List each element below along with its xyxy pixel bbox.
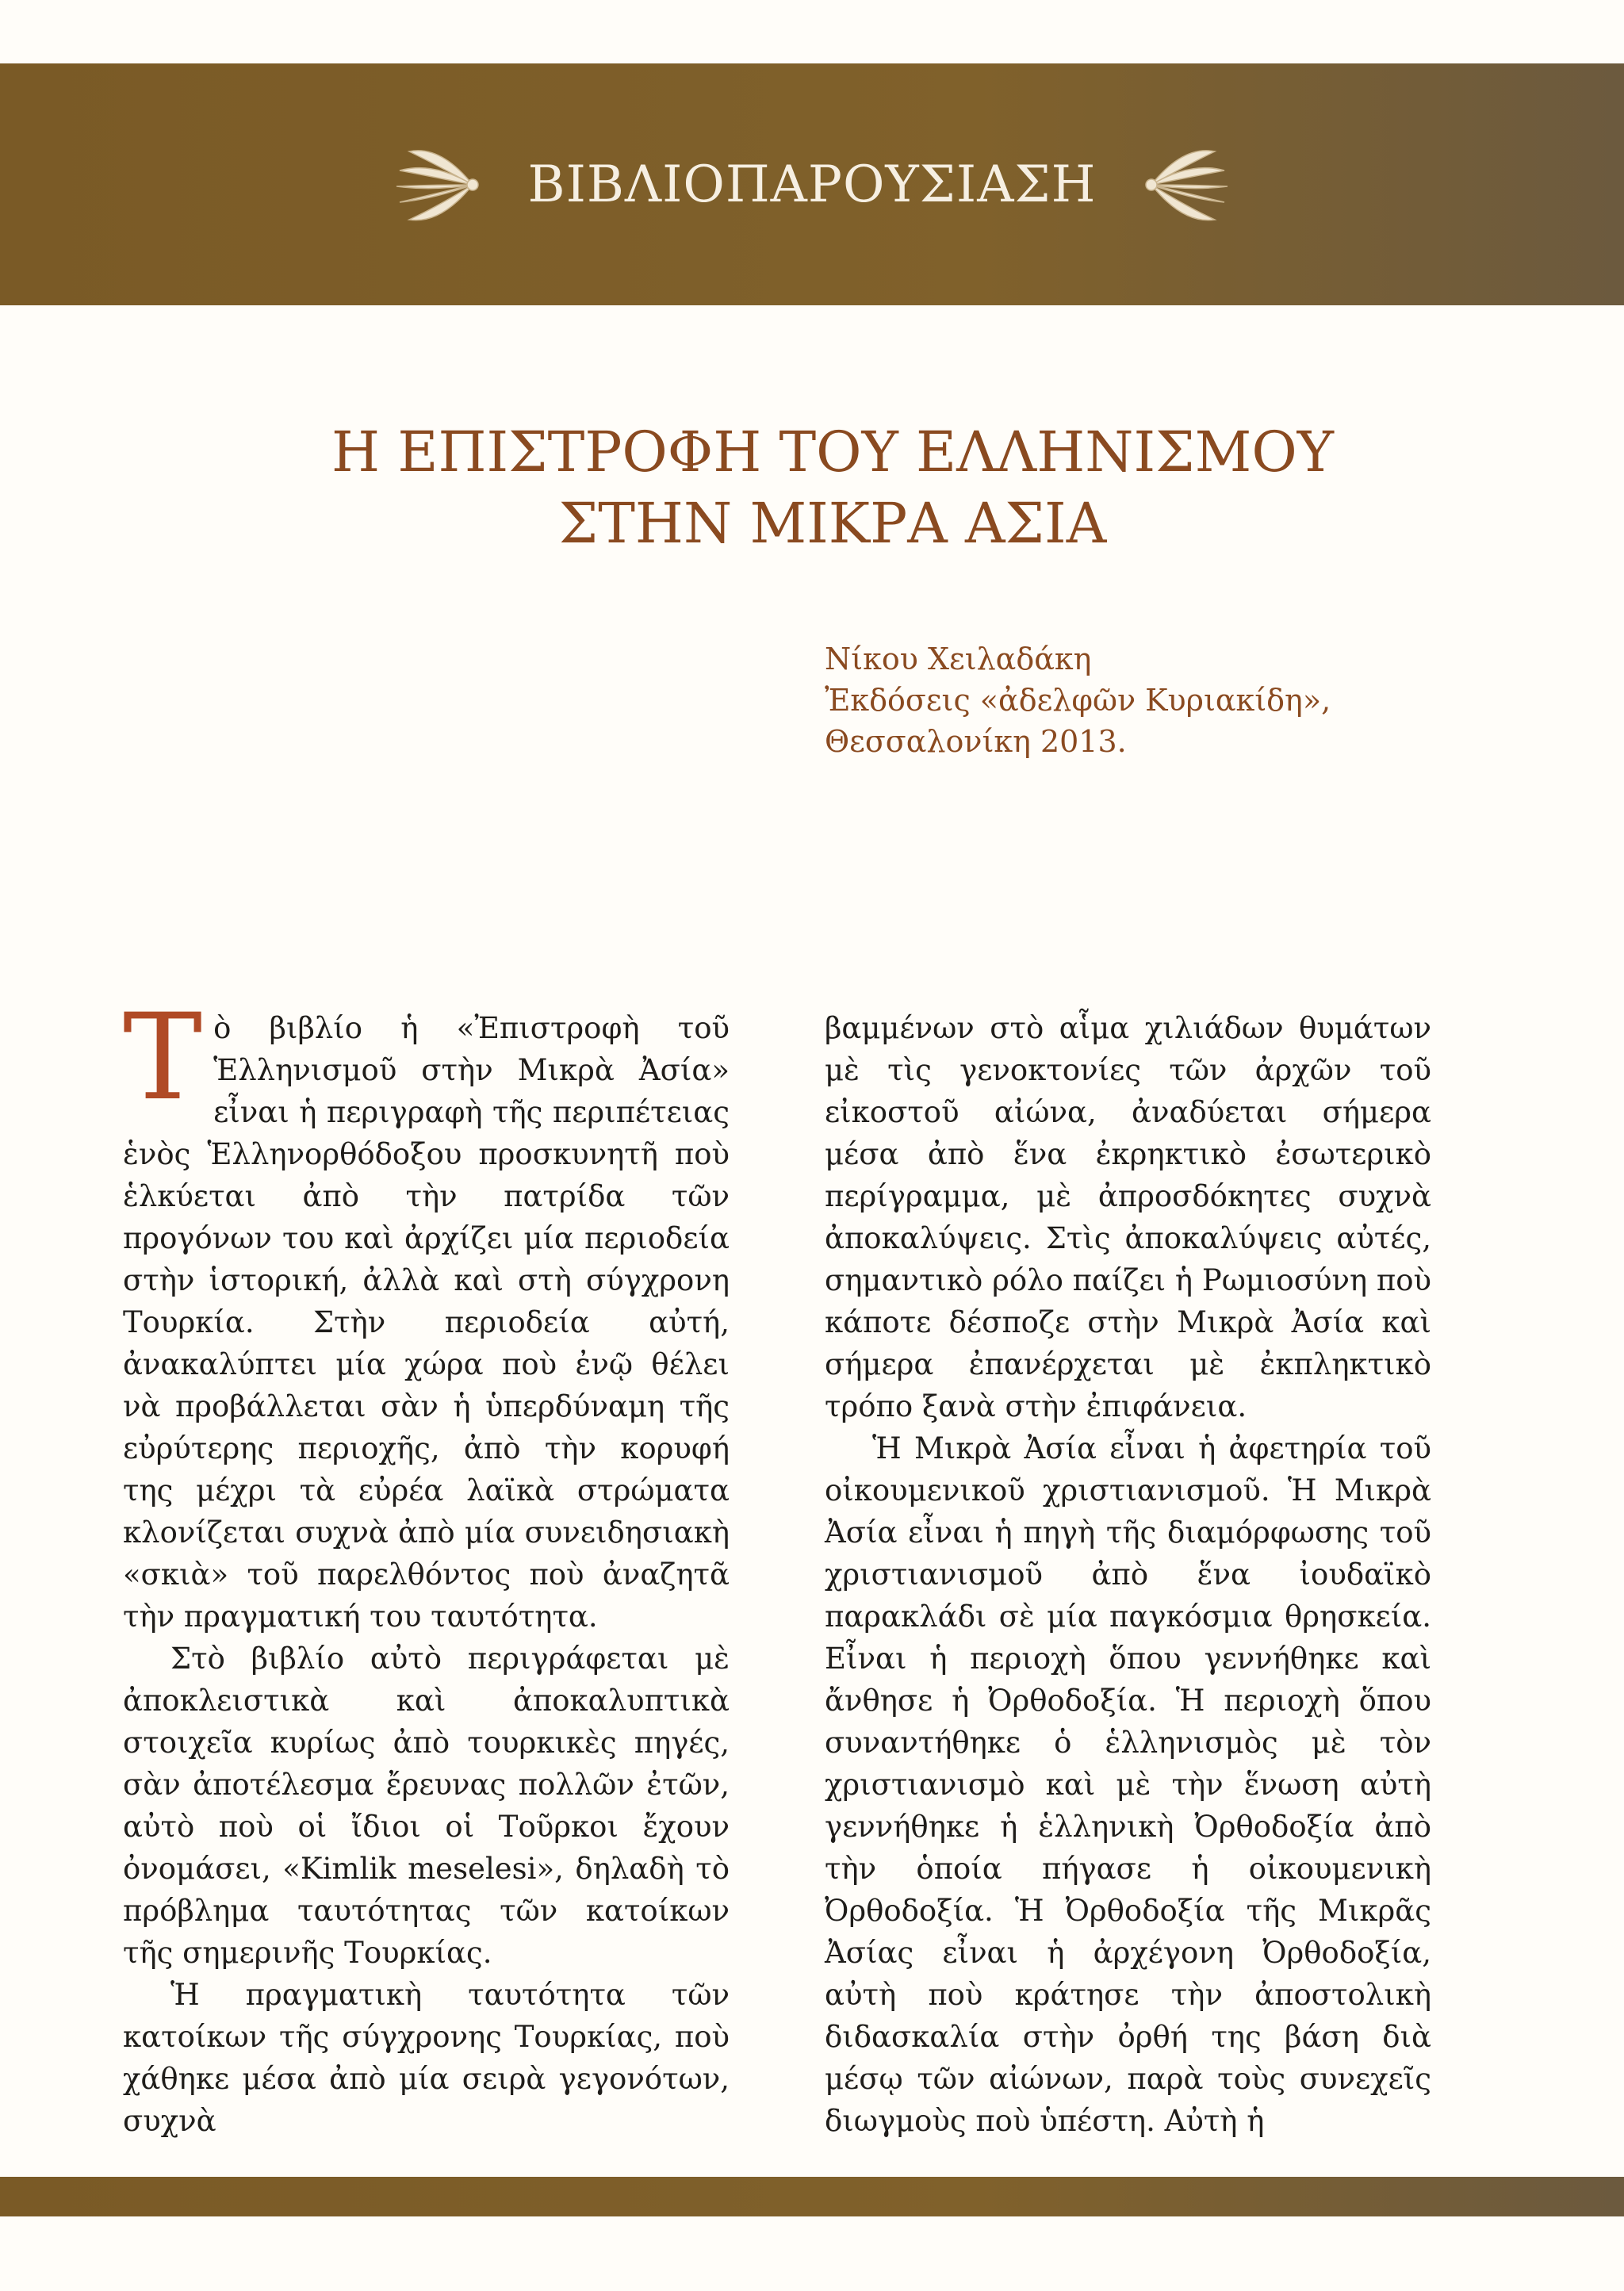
paragraph-3-start: Ἡ πραγματικὴ ταυτότητα τῶν κατοίκων τῆς σύγχρονης Τουρκίας, ποὺ χάθηκε μέσα ἀπὸ μία σειρὰ γεγονότων, συχνὰ [123,1978,730,2138]
paragraph-1-text: ὸ βιβλίο ἡ «Ἐπιστροφὴ τοῦ Ἑλληνισμοῦ στὴν Μικρὰ Ἀσία» εἶναι ἡ περιγραφὴ τῆς περιπέτειας ἑνὸς Ἑλληνορθόδοξου προσκυνητῆ ποὺ ἑλκύεται ἀπὸ τὴν πατρίδα τῶν προγόνων του καὶ ἀρχίζει μία περιοδεία στὴν ἱστορική, ἀλλὰ καὶ στὴ σύγχρονη Τουρκία. Στὴν περιοδεία αὐτή, ἀνακαλύπτει μία χώρα ποὺ ἐνῷ θέλει νὰ προβάλλεται σὰν ἡ ὑπερδύναμη τῆς εὐρύτερης περιοχῆς, ἀπὸ τὴν κορυφή της μέχρι τὰ εὐρέα λαϊκὰ στρώματα κλονίζεται συχνὰ ἀπὸ μία συνειδησιακὴ «σκιὰ» τοῦ παρελθόντος ποὺ ἀναζητᾶ τὴν πραγματική του ταυτότητα. [123,1011,730,1634]
section-title: ΒΙΒΛΙΟΠΑΡΟΥΣΙΑΣΗ [527,155,1097,214]
article-title-line-2: ΣΤΗΝ ΜΙΚΡΑ ΑΣΙΑ [558,491,1107,556]
text-column-left [123,989,730,2142]
text-column-right [825,1007,1431,2142]
article-title-line-1: Η ΕΠΙΣΤΡΟΦΗ ΤΟΥ ΕΛΛΗΝΙΣΜΟΥ [331,420,1334,485]
palmette-ornament-icon [1143,137,1231,232]
section-header-band [0,63,1624,305]
paragraph-1 [123,989,730,1638]
palmette-ornament-icon [393,137,481,232]
book-author: Νίκου Χειλαδάκη [825,642,1092,676]
footer-band [0,2177,1624,2216]
paragraph-2: Στὸ βιβλίο αὐτὸ περιγράφεται μὲ ἀποκλειστικὰ καὶ ἀποκαλυπτικὰ στοιχεῖα κυρίως ἀπὸ τουρκικὲς πηγές, σὰν ἀποτέλεσμα ἔρευνας πολλῶν ἐτῶν, αὐτὸ ποὺ οἱ ἴδιοι οἱ Τοῦρκοι ἔχουν ὀνομάσει, «Kimlik meselesi», δηλαδὴ τὸ πρόβλημα ταυτότητας τῶν κατοίκων τῆς σημερινῆς Τουρκίας. [123,1642,730,1970]
paragraph-4: Ἡ Μικρὰ Ἀσία εἶναι ἡ ἀφετηρία τοῦ οἰκουμενικοῦ χριστιανισμοῦ. Ἡ Μικρὰ Ἀσία εἶναι ἡ πηγὴ τῆς διαμόρφωσης τοῦ χριστιανισμοῦ ἀπὸ ἕνα ἰουδαϊκὸ παρακλάδι σὲ μία παγκόσμια θρησκεία. Εἶναι ἡ περιοχὴ ὅπου γεννήθηκε καὶ ἄνθησε ἡ Ὀρθοδοξία. Ἡ περιοχὴ ὅπου συναντήθηκε ὁ ἑλληνισμὸς μὲ τὸν χριστιανισμὸ καὶ μὲ τὴν ἕνωση αὐτὴ γεννήθηκε ἡ ἑλληνικὴ Ὀρθοδοξία ἀπὸ τὴν ὁποία πήγασε ἡ οἰκουμενικὴ Ὀρθοδοξία. Ἡ Ὀρθοδοξία τῆς Μικρᾶς Ἀσίας εἶναι ἡ ἀρχέγονη Ὀρθοδοξία, αὐτὴ ποὺ κράτησε τὴν ἀποστολικὴ διδασκαλία στὴν ὀρθή της βάση διὰ μέσῳ τῶν αἰώνων, παρὰ τοὺς συνεχεῖς διωγμοὺς ποὺ ὑπέστη. Αὐτὴ ἡ [825,1431,1431,2138]
drop-cap: Τ [123,989,203,1127]
article-title [159,416,1507,559]
book-place-year: Θεσσαλονίκη 2013. [825,724,1127,759]
paragraph-3-continued: βαμμένων στὸ αἷμα χιλιάδων θυμάτων μὲ τὶς γενοκτονίες τῶν ἀρχῶν τοῦ εἰκοστοῦ αἰώνα, ἀναδύεται σήμερα μέσα ἀπὸ ἕνα ἐκρηκτικὸ ἐσωτερικὸ περίγραμμα, μὲ ἀπροσδόκητες συχνὰ ἀποκαλύψεις. Στὶς ἀποκαλύψεις αὐτές, σημαντικὸ ρόλο παίζει ἡ Ρωμιοσύνη ποὺ κάποτε δέσποζε στὴν Μικρὰ Ἀσία καὶ σήμερα ἐπανέρχεται μὲ ἐκπληκτικὸ τρόπο ξανὰ στὴν ἐπιφάνεια. [825,1011,1431,1423]
book-publisher: Ἐκδόσεις «ἀδελφῶν Κυριακίδη», [825,683,1331,718]
book-citation [825,638,1459,762]
